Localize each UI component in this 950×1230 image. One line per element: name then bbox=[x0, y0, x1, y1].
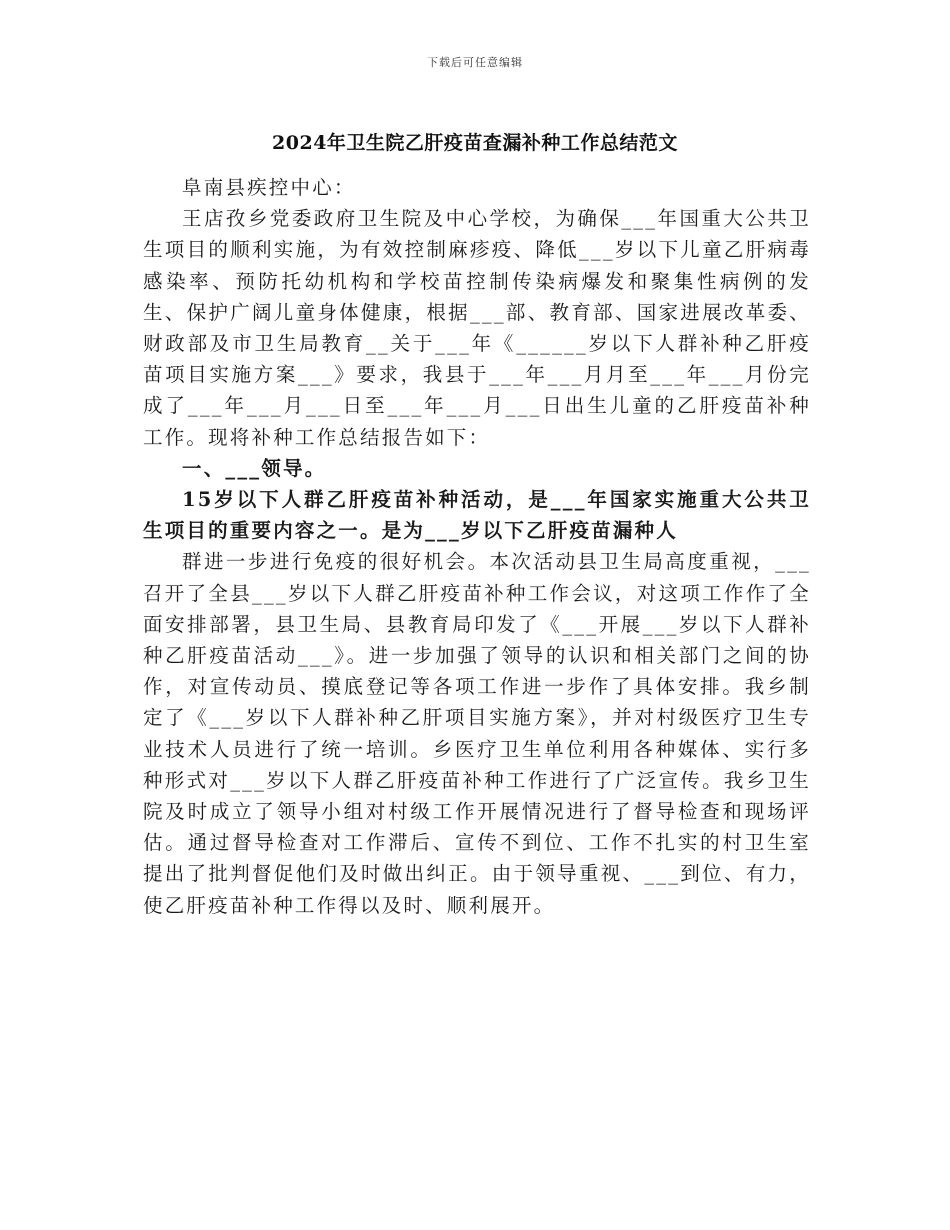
document-body bbox=[143, 172, 811, 921]
section-1-paragraph: 群进一步进行免疫的很好机会。本次活动县卫生局高度重视，___召开了全县___岁以下人群乙肝疫苗补种工作会议，对这项工作作了全面安排部署，县卫生局、县教育局印发了《___开展___岁以下人群补种乙肝疫苗活动___》。进一步加强了领导的认识和相关部门之间的协作，对宣传动员、摸底登记等各项工作进一步作了具体安排。我乡制定了《___岁以下人群补种乙肝项目实施方案》，并对村级医疗卫生专业技术人员进行了统一培训。乡医疗卫生单位利用各种媒体、实行多种形式对___岁以下人群乙肝疫苗补种工作进行了广泛宣传。我乡卫生院及时成立了领导小组对村级工作开展情况进行了督导检查和现场评估。通过督导检查对工作滞后、宣传不到位、工作不扎实的村卫生室提出了批判督促他们及时做出纠正。由于领导重视、___到位、有力，使乙肝疫苗补种工作得以及时、顺利展开。 bbox=[143, 550, 811, 917]
addressee-line: 阜南县疾控中心： bbox=[182, 176, 356, 199]
intro-paragraph: 王店孜乡党委政府卫生院及中心学校，为确保___年国重大公共卫生项目的顺利实施，为有效控制麻疹疫、降低___岁以下儿童乙肝病毒感染率、预防托幼机构和学校苗控制传染病爆发和聚集性病例的发生、保护广阔儿童身体健康，根据___部、教育部、国家进展改革委、财政部及市卫生局教育__关于___年《______岁以下人群补种乙肝疫苗项目实施方案___》要求，我县于___年___月月至___年___月份完成了___年___月___日至___年___月___日出生儿童的乙肝疫苗补种工作。现将补种工作总结报告如下： bbox=[143, 207, 811, 449]
header-note: 下载后可任意编辑 bbox=[427, 56, 523, 69]
section-1-heading: 一、___领导。 bbox=[182, 456, 327, 480]
section-1-bold-paragraph: 15岁以下人群乙肝疫苗补种活动，是___年国家实施重大公共卫生项目的重要内容之一。是为___岁以下乙肝疫苗漏种人 bbox=[143, 488, 811, 543]
page-title: 2024年卫生院乙肝疫苗查漏补种工作总结范文 bbox=[272, 132, 678, 154]
